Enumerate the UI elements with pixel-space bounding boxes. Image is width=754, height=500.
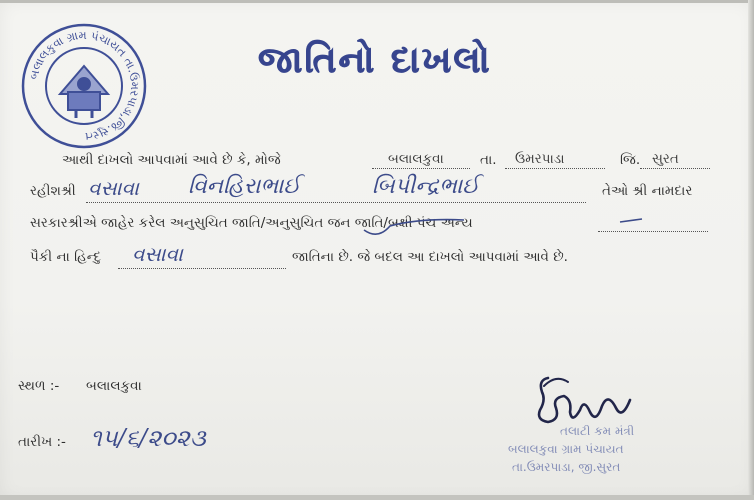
- intro-text: આથી દાખલો આપવામાં આવે છે કે, મોજે: [62, 152, 281, 168]
- hindu-suffix-text: જાતિના છે. જે બદલ આ દાખલો આપવામાં આવે છે.: [292, 249, 568, 265]
- certificate-title: જાતિનો દાખલો: [258, 40, 492, 81]
- name-underline: [86, 202, 586, 203]
- paper-bottom-edge: [0, 495, 754, 500]
- seal-emblem-icon: [60, 66, 108, 118]
- signatory-panchayat: બલાલકુવા ગ્રામ પંચાયત: [508, 442, 624, 456]
- place-label: સ્થળ :-: [18, 378, 60, 394]
- signatory-address: તા.ઉમરપાડા, જી.સુરત: [512, 460, 621, 474]
- taluka-value: ઉમરપાડા: [515, 151, 565, 167]
- place-value: બલાલકુવા: [86, 378, 142, 394]
- panchayat-seal: [20, 22, 148, 150]
- seal-ring-text: બલાલકુવા ગ્રામ પંચાયત તા.ઉમરપાડા,જિ.સુરત: [26, 27, 143, 145]
- dash-mark-icon: [616, 214, 646, 226]
- honorific-text: તેઓ શ્રી નામદાર: [602, 183, 693, 199]
- date-handwritten: ૧૫/૬/૨૦૨૩: [90, 424, 206, 452]
- other-underline: [598, 231, 708, 232]
- name-part1-handwritten: વસાવા: [88, 176, 139, 200]
- taluka-underline: [505, 168, 605, 169]
- date-label: તારીખ :-: [18, 434, 66, 450]
- caste-underline: [118, 268, 286, 269]
- hindu-prefix-text: પૈકી ના હિન્દુ: [30, 249, 102, 265]
- village-value: બલાલકુવા: [388, 151, 444, 167]
- paper-right-edge: [748, 0, 754, 500]
- taluka-label: તા.: [480, 152, 497, 168]
- tick-mark-icon: [360, 214, 470, 244]
- name-part2-handwritten: વિનહિરાભાઈ: [188, 174, 301, 199]
- district-value: સુરત: [652, 151, 679, 167]
- caste-handwritten: વસાવા: [132, 242, 183, 266]
- resident-label: રહીશશ્રી: [30, 183, 76, 199]
- village-underline: [372, 168, 470, 169]
- district-underline: [640, 168, 710, 169]
- signatory-designation: તલાટી કમ મંત્રી: [560, 424, 635, 438]
- signature-icon: [526, 370, 644, 432]
- category-text: સરકારશ્રીએ જાહેર કરેલ અનુસુચિત જાતિ/અનુસુચિત જન જાતિ/બક્ષી પંચ અન્ય: [30, 215, 473, 231]
- paper-top-edge: [0, 0, 754, 3]
- name-part3-handwritten: બિપીન્દ્રભાઈ: [372, 174, 480, 199]
- district-label: જિ.: [620, 152, 641, 168]
